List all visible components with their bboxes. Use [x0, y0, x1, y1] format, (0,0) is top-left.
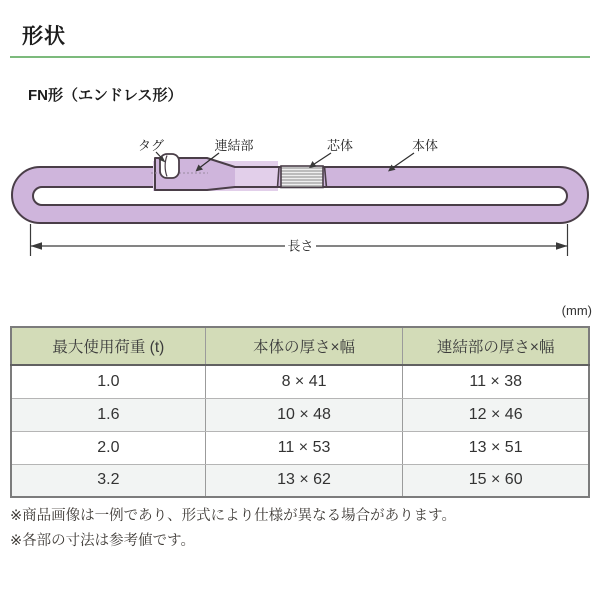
label-tag: タグ [137, 138, 165, 153]
footnote-1: ※商品画像は一例であり、形式により仕様が異なる場合があります。 [10, 508, 456, 524]
header-body-size: 本体の厚さ×幅 [205, 327, 403, 365]
table-row [11, 365, 589, 398]
title-divider [10, 56, 590, 58]
table-cell: 2.0 [11, 431, 205, 464]
table-cell: 11 × 38 [403, 365, 589, 398]
footnotes [10, 504, 590, 555]
spec-table [10, 326, 590, 498]
table-cell: 13 × 51 [403, 431, 589, 464]
table-cell: 15 × 60 [403, 464, 589, 497]
footnote-2: ※各部の寸法は参考値です。 [10, 533, 195, 550]
core-part [278, 166, 327, 188]
label-core: 芯体 [326, 138, 354, 153]
table-cell: 10 × 48 [205, 398, 403, 431]
sling-diagram [0, 125, 600, 265]
table-cell: 1.6 [11, 398, 205, 431]
unit-label: (mm) [561, 303, 592, 318]
label-length: 長さ [287, 238, 314, 254]
table-row [11, 431, 589, 464]
page-title: 形状 [22, 25, 66, 48]
label-joint: 連結部 [214, 138, 254, 153]
header-max-load: 最大使用荷重 (t) [11, 327, 205, 365]
spec-table-body [11, 365, 589, 497]
length-dimension [31, 224, 568, 256]
table-cell: 12 × 46 [403, 398, 589, 431]
table-cell: 1.0 [11, 365, 205, 398]
table-row [11, 398, 589, 431]
table-cell: 13 × 62 [205, 464, 403, 497]
table-cell: 3.2 [11, 464, 205, 497]
table-cell: 8 × 41 [205, 365, 403, 398]
table-header-row [11, 327, 589, 365]
header-joint-size: 連結部の厚さ×幅 [403, 327, 589, 365]
product-type-heading: FN形（エンドレス形） [28, 87, 183, 104]
table-cell: 11 × 53 [205, 431, 403, 464]
label-body: 本体 [411, 138, 439, 153]
table-row [11, 464, 589, 497]
